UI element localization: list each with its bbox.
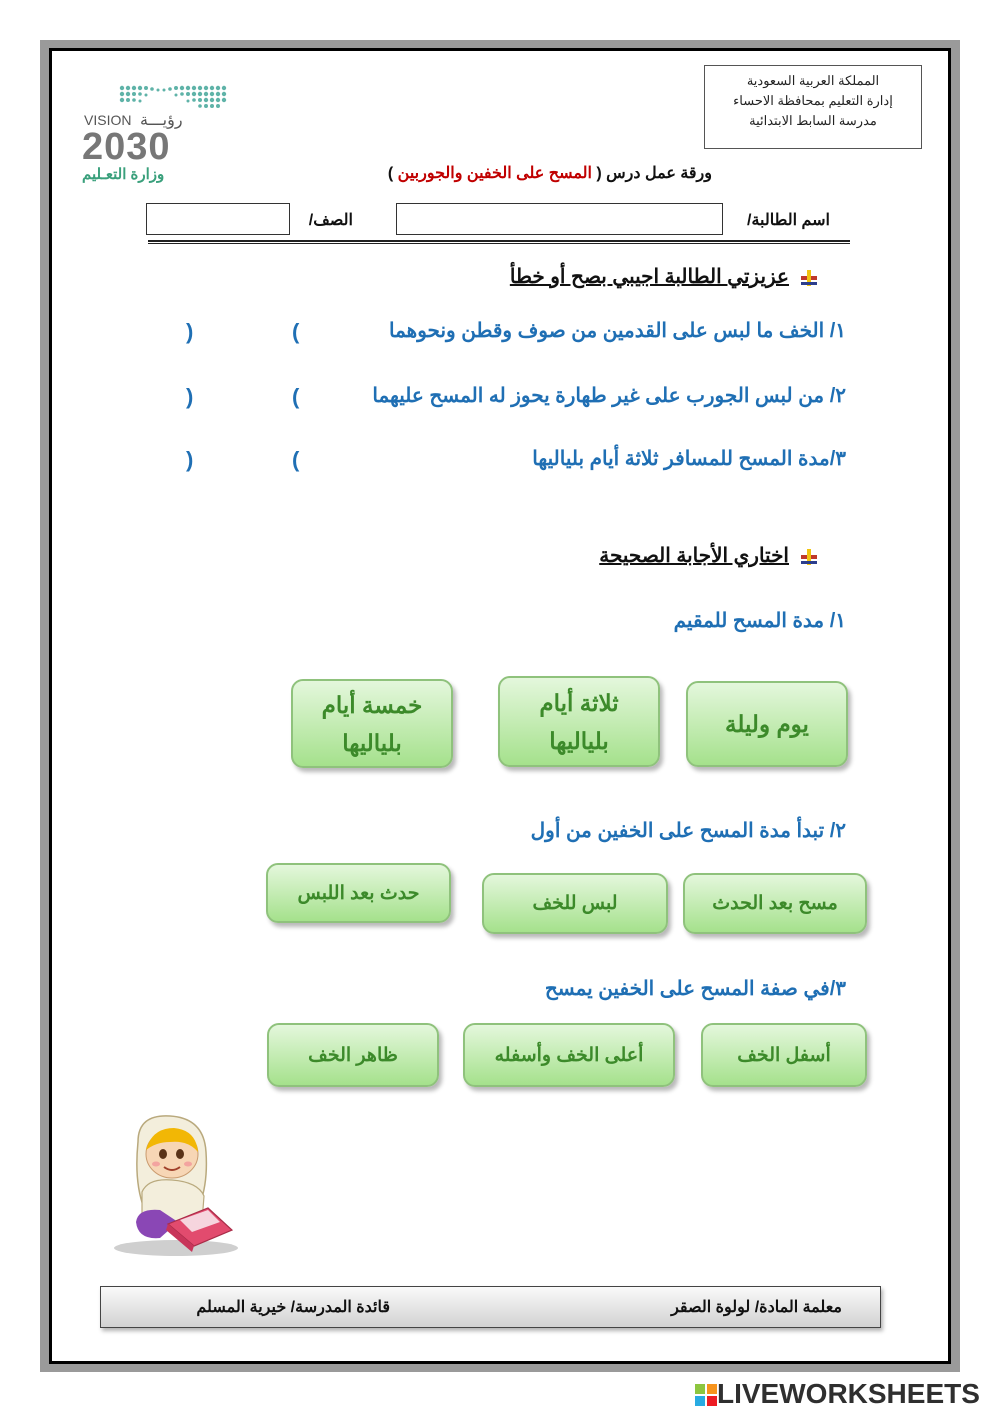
vision-arabic-label: رؤيـــة (140, 112, 183, 129)
mc2-option-2[interactable]: لبس للخف (482, 873, 668, 934)
tf-answer-close-2: ) (186, 384, 194, 409)
vision-year: 2030 (82, 126, 171, 168)
student-name-field[interactable] (396, 203, 723, 235)
principal-name: قائدة المدرسة/ خيرية المسلم (196, 1299, 390, 1316)
tf-question-1: ١/ الخف ما لبس على القدمين من صوف وقطن ونحوهما (389, 320, 846, 342)
worksheet-title (388, 163, 712, 183)
liveworksheets-icon (695, 1384, 717, 1406)
school-name: مدرسة السابط الابتدائية (749, 113, 877, 128)
school-info-box (704, 65, 922, 149)
mc-question-2: ٢/ تبدأ مدة المسح على الخفين من أول (530, 820, 846, 842)
mc3-option-2[interactable]: أعلى الخف وأسفله (463, 1023, 675, 1087)
mc2-option-1[interactable]: مسح بعد الحدث (683, 873, 867, 934)
girl-reading-illustration (108, 1112, 243, 1257)
tf-answer-open-1: ( (292, 319, 300, 344)
mc3-option-3[interactable]: ظاهر الخف (267, 1023, 439, 1087)
school-directorate: إدارة التعليم بمحافظة الاحساء (733, 93, 893, 108)
mc-question-1: ١/ مدة المسح للمقيم (673, 610, 846, 632)
footer-bar (100, 1286, 881, 1328)
true-false-heading: عزيزتي الطالبة اجيبي بصح أو خطأ (509, 266, 789, 288)
divider (148, 240, 850, 244)
mc1-option-3[interactable]: خمسة أيام بلياليها (291, 679, 453, 768)
tf-answer-field-3[interactable] (204, 446, 290, 476)
mc3-option-1[interactable]: أسفل الخف (701, 1023, 867, 1087)
tf-answer-field-2[interactable] (204, 383, 290, 413)
title-topic: المسح على الخفين والجوربين (397, 165, 592, 182)
mc-question-3: ٣/في صفة المسح على الخفين يمسح (544, 978, 846, 1000)
plus-bullet-icon (799, 268, 819, 288)
class-label: الصف/ (308, 212, 353, 229)
vision-label: VISION (84, 112, 132, 128)
liveworksheets-text: LIVEWORKSHEETS (717, 1378, 980, 1409)
ministry-label: وزارة التعـليم (82, 166, 165, 183)
tf-question-2: ٢/ من لبس الجورب على غير طهارة يحوز له المسح عليهما (372, 385, 846, 407)
tf-answer-close-3: ) (186, 447, 194, 472)
plus-bullet-icon (799, 547, 819, 567)
tf-answer-field-1[interactable] (204, 318, 290, 348)
mc1-option-1[interactable]: يوم وليلة (686, 681, 848, 767)
mc2-option-3[interactable]: حدث بعد اللبس (266, 863, 451, 923)
mc1-option-2[interactable]: ثلاثة أيام بلياليها (498, 676, 660, 767)
class-field[interactable] (146, 203, 290, 235)
title-suffix: ) (387, 165, 394, 182)
tf-answer-close-1: ) (186, 319, 194, 344)
multiple-choice-heading: اختاري الأجابة الصحيحة (599, 545, 789, 567)
school-country: المملكة العربية السعودية (746, 73, 880, 88)
liveworksheets-logo (695, 1378, 980, 1410)
title-prefix: ورقة عمل درس ( (596, 165, 712, 182)
ministry-logo (82, 82, 232, 186)
student-name-label: اسم الطالبة/ (747, 212, 830, 229)
tf-answer-open-3: ( (292, 447, 300, 472)
teacher-name: معلمة المادة/ لولوة الصقر (671, 1299, 842, 1316)
tf-question-3: ٣/مدة المسح للمسافر ثلاثة أيام بلياليها (532, 448, 846, 470)
tf-answer-open-2: ( (292, 384, 300, 409)
